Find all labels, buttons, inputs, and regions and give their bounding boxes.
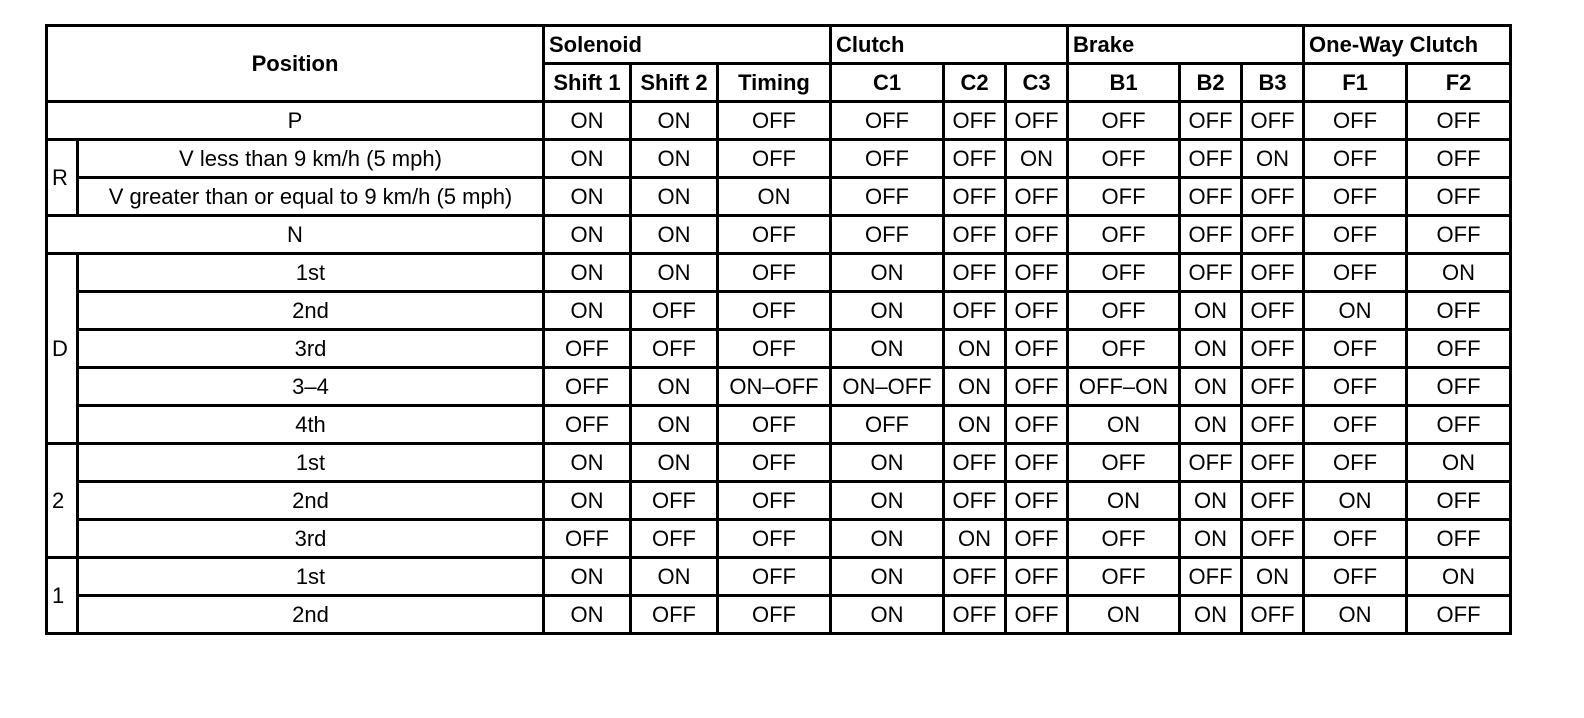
state-cell: OFF [718, 102, 831, 140]
state-cell: OFF [1006, 558, 1068, 596]
state-cell: OFF [1068, 330, 1180, 368]
state-cell: ON [1407, 254, 1511, 292]
state-cell: ON [1006, 140, 1068, 178]
state-cell: OFF [1242, 406, 1304, 444]
state-cell: ON [631, 216, 718, 254]
state-cell: ON [544, 178, 631, 216]
state-cell: ON [831, 444, 944, 482]
state-cell: OFF [1242, 102, 1304, 140]
state-cell: OFF [1304, 406, 1407, 444]
state-cell: OFF [1304, 140, 1407, 178]
state-cell: ON [1407, 558, 1511, 596]
group-header: Brake [1068, 26, 1304, 64]
state-cell: ON [944, 368, 1006, 406]
position-label: 3rd [78, 330, 544, 368]
state-cell: OFF [1407, 330, 1511, 368]
state-cell: OFF [718, 558, 831, 596]
table-row [47, 178, 1511, 216]
state-cell: OFF [1242, 368, 1304, 406]
state-cell: ON [831, 596, 944, 634]
state-cell: OFF [1006, 178, 1068, 216]
state-cell: OFF [1242, 520, 1304, 558]
state-cell: ON [831, 292, 944, 330]
state-cell: OFF [631, 330, 718, 368]
column-header: F2 [1407, 64, 1511, 102]
state-cell: OFF [831, 102, 944, 140]
state-cell: OFF [631, 482, 718, 520]
state-cell: OFF [1006, 596, 1068, 634]
position-label: P [47, 102, 544, 140]
state-cell: ON [1407, 444, 1511, 482]
state-cell: OFF [944, 482, 1006, 520]
state-cell: OFF [944, 254, 1006, 292]
state-cell: OFF [1304, 520, 1407, 558]
state-cell: OFF [718, 254, 831, 292]
position-label: 2nd [78, 292, 544, 330]
state-cell: OFF [944, 178, 1006, 216]
state-cell: OFF [1407, 102, 1511, 140]
range-group-label: 1 [47, 558, 78, 634]
position-label: 2nd [78, 596, 544, 634]
state-cell: OFF [1006, 292, 1068, 330]
state-cell: ON [831, 330, 944, 368]
position-label: N [47, 216, 544, 254]
position-label: 3–4 [78, 368, 544, 406]
state-cell: OFF [1304, 558, 1407, 596]
state-cell: ON–OFF [718, 368, 831, 406]
state-cell: ON–OFF [831, 368, 944, 406]
position-label: V greater than or equal to 9 km/h (5 mph) [78, 178, 544, 216]
state-cell: OFF [944, 140, 1006, 178]
state-cell: ON [631, 140, 718, 178]
state-cell: ON [1304, 292, 1407, 330]
state-cell: OFF [1006, 482, 1068, 520]
state-cell: OFF [718, 520, 831, 558]
column-header: C3 [1006, 64, 1068, 102]
state-cell: OFF [1180, 178, 1242, 216]
state-cell: OFF [944, 596, 1006, 634]
state-cell: OFF [544, 368, 631, 406]
state-cell: ON [631, 406, 718, 444]
state-cell: OFF [1304, 178, 1407, 216]
state-cell: OFF [1407, 596, 1511, 634]
state-cell: ON [631, 254, 718, 292]
state-cell: OFF [1006, 406, 1068, 444]
state-cell: OFF [1242, 292, 1304, 330]
state-cell: OFF [1242, 178, 1304, 216]
state-cell: ON [631, 102, 718, 140]
state-cell: OFF [1407, 216, 1511, 254]
state-cell: OFF [1068, 140, 1180, 178]
state-cell: ON [544, 444, 631, 482]
state-cell: OFF [631, 520, 718, 558]
state-cell: OFF [1407, 406, 1511, 444]
column-header: C1 [831, 64, 944, 102]
column-header: Timing [718, 64, 831, 102]
column-header: C2 [944, 64, 1006, 102]
position-label: 2nd [78, 482, 544, 520]
state-cell: ON [944, 330, 1006, 368]
state-cell: OFF [1068, 520, 1180, 558]
position-label: 1st [78, 254, 544, 292]
table-row [47, 254, 1511, 292]
state-cell: ON [631, 178, 718, 216]
state-cell: OFF [1242, 254, 1304, 292]
group-header: Clutch [831, 26, 1068, 64]
header-row-groups [47, 26, 1511, 64]
state-cell: OFF [1304, 254, 1407, 292]
state-cell: ON [1304, 482, 1407, 520]
state-cell: OFF [1304, 102, 1407, 140]
state-cell: OFF [1242, 444, 1304, 482]
state-cell: OFF [1242, 216, 1304, 254]
state-cell: ON [831, 482, 944, 520]
state-cell: ON [831, 558, 944, 596]
state-cell: ON [544, 558, 631, 596]
state-cell: ON [831, 520, 944, 558]
state-cell: ON [544, 102, 631, 140]
state-cell: OFF [831, 178, 944, 216]
table-row [47, 216, 1511, 254]
state-cell: OFF [1180, 216, 1242, 254]
state-cell: OFF [718, 444, 831, 482]
table-row [47, 558, 1511, 596]
state-cell: OFF [944, 558, 1006, 596]
state-cell: OFF [1180, 558, 1242, 596]
state-cell: OFF [1180, 102, 1242, 140]
state-cell: OFF [718, 406, 831, 444]
state-cell: OFF [1242, 330, 1304, 368]
state-cell: OFF [1407, 368, 1511, 406]
state-cell: OFF [1407, 178, 1511, 216]
state-cell: OFF [1068, 254, 1180, 292]
column-header: B3 [1242, 64, 1304, 102]
state-cell: OFF [631, 596, 718, 634]
state-cell: OFF [1068, 216, 1180, 254]
state-cell: OFF [1304, 444, 1407, 482]
table-row [47, 444, 1511, 482]
state-cell: OFF [718, 292, 831, 330]
state-cell: OFF [1304, 216, 1407, 254]
state-cell: ON [544, 254, 631, 292]
state-cell: ON [544, 292, 631, 330]
state-cell: OFF [1068, 292, 1180, 330]
state-cell: OFF [1242, 596, 1304, 634]
state-cell: OFF [1407, 520, 1511, 558]
state-cell: OFF [1407, 292, 1511, 330]
table-row [47, 406, 1511, 444]
state-cell: OFF [1068, 558, 1180, 596]
state-cell: OFF [1180, 254, 1242, 292]
state-cell: OFF [1304, 368, 1407, 406]
state-cell: OFF [1180, 444, 1242, 482]
state-cell: OFF [831, 140, 944, 178]
state-cell: OFF [718, 140, 831, 178]
column-header: B1 [1068, 64, 1180, 102]
state-cell: OFF [1407, 140, 1511, 178]
state-cell: OFF [944, 102, 1006, 140]
column-header: Shift 1 [544, 64, 631, 102]
state-cell: ON [831, 254, 944, 292]
state-cell: OFF [944, 216, 1006, 254]
state-cell: OFF [1180, 140, 1242, 178]
state-cell: OFF [1006, 102, 1068, 140]
table-row [47, 368, 1511, 406]
state-cell: ON [1068, 482, 1180, 520]
state-cell: OFF [631, 292, 718, 330]
state-cell: ON [1180, 330, 1242, 368]
state-cell: OFF [1006, 254, 1068, 292]
state-cell: OFF–ON [1068, 368, 1180, 406]
state-cell: OFF [544, 330, 631, 368]
state-cell: ON [944, 406, 1006, 444]
state-cell: ON [631, 368, 718, 406]
state-cell: OFF [718, 596, 831, 634]
state-cell: ON [718, 178, 831, 216]
group-header: One-Way Clutch [1304, 26, 1511, 64]
state-cell: OFF [1068, 178, 1180, 216]
position-label: V less than 9 km/h (5 mph) [78, 140, 544, 178]
state-cell: OFF [831, 216, 944, 254]
range-group-label: D [47, 254, 78, 444]
state-cell: ON [544, 216, 631, 254]
state-cell: ON [1180, 406, 1242, 444]
state-cell: OFF [944, 292, 1006, 330]
state-cell: OFF [1006, 368, 1068, 406]
state-cell: OFF [718, 482, 831, 520]
table-body [47, 26, 1511, 634]
state-cell: ON [1068, 406, 1180, 444]
group-header: Solenoid [544, 26, 831, 64]
state-cell: OFF [1242, 482, 1304, 520]
table-row [47, 292, 1511, 330]
shift-solenoid-table [45, 24, 1512, 635]
state-cell: ON [1180, 292, 1242, 330]
position-label: 1st [78, 558, 544, 596]
table-row [47, 102, 1511, 140]
column-header: F1 [1304, 64, 1407, 102]
position-header: Position [47, 26, 544, 102]
state-cell: OFF [1006, 216, 1068, 254]
state-cell: ON [1304, 596, 1407, 634]
state-cell: OFF [1006, 444, 1068, 482]
state-cell: ON [544, 482, 631, 520]
table-row [47, 330, 1511, 368]
state-cell: OFF [944, 444, 1006, 482]
column-header: Shift 2 [631, 64, 718, 102]
state-cell: ON [544, 140, 631, 178]
state-cell: OFF [1006, 520, 1068, 558]
table-row [47, 482, 1511, 520]
state-cell: OFF [544, 406, 631, 444]
state-cell: OFF [1407, 482, 1511, 520]
range-group-label: 2 [47, 444, 78, 558]
position-label: 1st [78, 444, 544, 482]
state-cell: ON [1180, 482, 1242, 520]
table-row [47, 140, 1511, 178]
state-cell: ON [1068, 596, 1180, 634]
state-cell: ON [1180, 596, 1242, 634]
state-cell: ON [631, 558, 718, 596]
column-header: B2 [1180, 64, 1242, 102]
state-cell: ON [1242, 558, 1304, 596]
state-cell: OFF [718, 216, 831, 254]
state-cell: OFF [1068, 102, 1180, 140]
state-cell: ON [944, 520, 1006, 558]
state-cell: OFF [831, 406, 944, 444]
state-cell: ON [1180, 520, 1242, 558]
table-row [47, 520, 1511, 558]
range-group-label: R [47, 140, 78, 216]
state-cell: ON [1242, 140, 1304, 178]
state-cell: ON [631, 444, 718, 482]
state-cell: OFF [718, 330, 831, 368]
position-label: 4th [78, 406, 544, 444]
state-cell: OFF [1068, 444, 1180, 482]
state-cell: ON [1180, 368, 1242, 406]
state-cell: OFF [544, 520, 631, 558]
state-cell: OFF [1304, 330, 1407, 368]
table-row [47, 596, 1511, 634]
state-cell: OFF [1006, 330, 1068, 368]
state-cell: ON [544, 596, 631, 634]
position-label: 3rd [78, 520, 544, 558]
